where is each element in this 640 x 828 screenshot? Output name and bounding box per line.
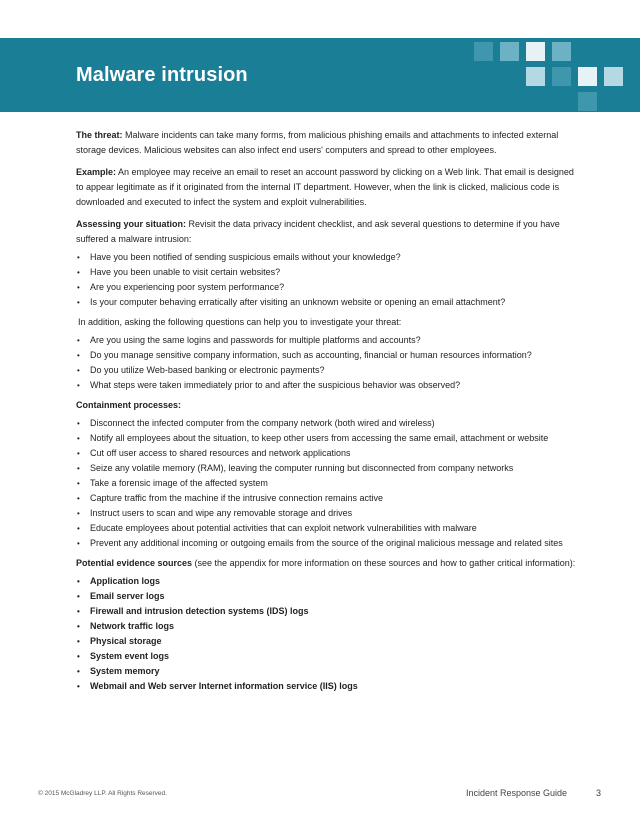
list-item: • Are you experiencing poor system performance? bbox=[90, 280, 576, 295]
decor-square bbox=[604, 67, 623, 86]
page-number: 3 bbox=[596, 788, 602, 798]
example-lead: Example: bbox=[76, 167, 117, 177]
list-item: • What steps were taken immediately prior to and after the suspicious behavior was observed? bbox=[90, 378, 576, 393]
list-item: • Do you utilize Web-based banking or electronic payments? bbox=[90, 363, 576, 378]
decor-square bbox=[578, 67, 597, 86]
evidence-text: (see the appendix for more information on these sources and how to gather critical information): bbox=[192, 558, 576, 568]
assessing-lead: Assessing your situation: bbox=[76, 219, 187, 229]
decor-square bbox=[474, 42, 493, 61]
footer-copyright: © 2015 McGladrey LLP. All Rights Reserved. bbox=[38, 790, 167, 797]
assessing-paragraph bbox=[76, 217, 576, 247]
threat-paragraph bbox=[76, 128, 576, 158]
evidence-list bbox=[76, 574, 576, 694]
list-item: • Network traffic logs bbox=[90, 619, 576, 634]
evidence-paragraph bbox=[76, 556, 576, 571]
containment-list bbox=[76, 416, 576, 551]
list-item: • Is your computer behaving erratically after visiting an unknown website or opening an email attachment? bbox=[90, 295, 576, 310]
document-body bbox=[76, 128, 576, 699]
list-item: • Have you been notified of sending suspicious emails without your knowledge? bbox=[90, 250, 576, 265]
list-item: • Take a forensic image of the affected system bbox=[90, 476, 576, 491]
list-item: • Have you been unable to visit certain websites? bbox=[90, 265, 576, 280]
footer-guide-title: Incident Response Guide bbox=[466, 788, 568, 798]
page-title: Malware intrusion bbox=[76, 64, 248, 86]
decor-square bbox=[526, 67, 545, 86]
list-item: • Seize any volatile memory (RAM), leaving the computer running but disconnected from company networks bbox=[90, 461, 576, 476]
investigate-list bbox=[76, 333, 576, 393]
example-paragraph bbox=[76, 165, 576, 210]
list-item: • Application logs bbox=[90, 574, 576, 589]
decor-square bbox=[526, 42, 545, 61]
decor-square bbox=[552, 67, 571, 86]
list-item: • Webmail and Web server Internet information service (IIS) logs bbox=[90, 679, 576, 694]
investigate-paragraph: In addition, asking the following questions can help you to investigate your threat: bbox=[78, 317, 402, 327]
list-item: • Prevent any additional incoming or outgoing emails from the source of the original malicious message and related sites bbox=[90, 536, 576, 551]
list-item: • Do you manage sensitive company information, such as accounting, financial or human resources information? bbox=[90, 348, 576, 363]
list-item: • Notify all employees about the situation, to keep other users from accessing the same email, attachment or website bbox=[90, 431, 576, 446]
list-item: • Educate employees about potential activities that can exploit network vulnerabilities with malware bbox=[90, 521, 576, 536]
list-item: • Physical storage bbox=[90, 634, 576, 649]
list-item: • Disconnect the infected computer from the company network (both wired and wireless) bbox=[90, 416, 576, 431]
list-item: • Firewall and intrusion detection systems (IDS) logs bbox=[90, 604, 576, 619]
header-banner bbox=[0, 38, 640, 112]
decor-square bbox=[552, 42, 571, 61]
list-item: • Are you using the same logins and passwords for multiple platforms and accounts? bbox=[90, 333, 576, 348]
decor-square bbox=[500, 42, 519, 61]
list-item: • System event logs bbox=[90, 649, 576, 664]
evidence-lead: Potential evidence sources bbox=[76, 558, 193, 568]
list-item: • Instruct users to scan and wipe any removable storage and drives bbox=[90, 506, 576, 521]
threat-lead: The threat: bbox=[76, 130, 123, 140]
assessing-list bbox=[76, 250, 576, 310]
containment-heading: Containment processes: bbox=[76, 400, 182, 410]
list-item: • Email server logs bbox=[90, 589, 576, 604]
threat-text: Malware incidents can take many forms, from malicious phishing emails and attachments to infected external storage devices. Malicious websites can also infect end users' computers and spread to other employees. bbox=[76, 130, 559, 155]
assessing-text: Revisit the data privacy incident checklist, and ask several questions to determine if you have suffered a malware intrusion: bbox=[76, 219, 560, 244]
list-item: • System memory bbox=[90, 664, 576, 679]
list-item: • Cut off user access to shared resources and network applications bbox=[90, 446, 576, 461]
example-text: An employee may receive an email to reset an account password by clicking on a Web link. That email is designed to appear legitimate as if it originated from the internal IT department. However, when the link is clicked, malicious code is downloaded and executed to infect the system and exploit vulnerabilities. bbox=[76, 167, 574, 207]
decor-square bbox=[578, 92, 597, 111]
list-item: • Capture traffic from the machine if the intrusive connection remains active bbox=[90, 491, 576, 506]
